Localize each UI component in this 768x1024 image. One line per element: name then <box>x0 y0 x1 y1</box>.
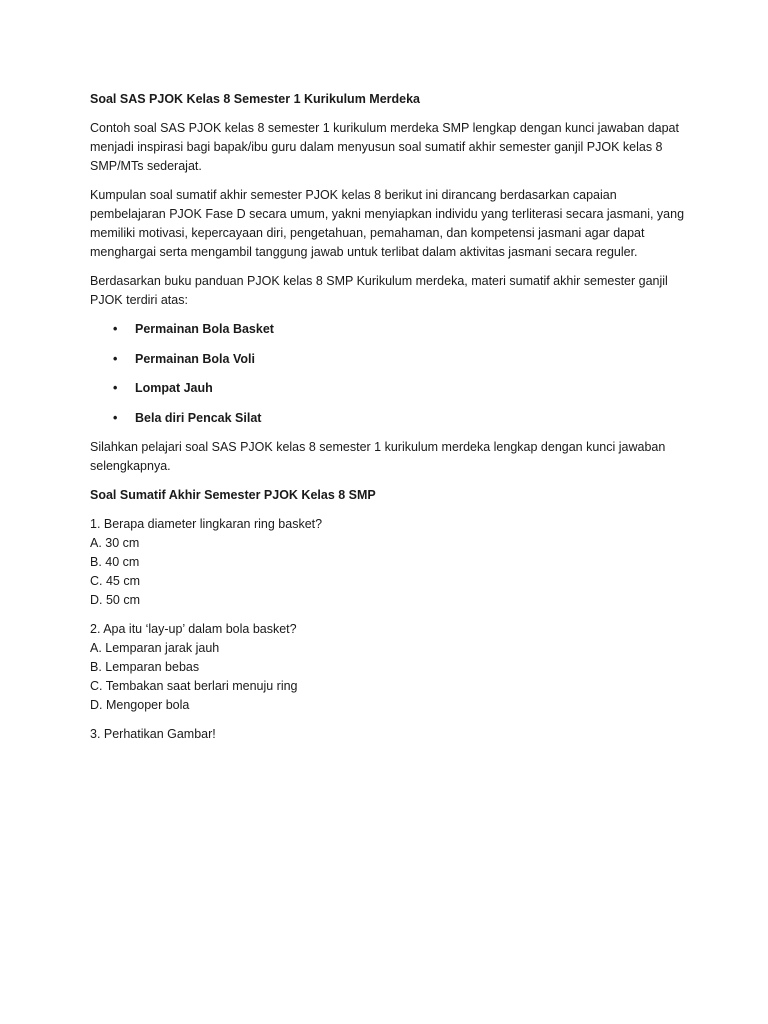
question-text: 2. Apa itu ‘lay-up’ dalam bola basket? <box>90 622 297 636</box>
answer-option: A. 30 cm <box>90 536 140 550</box>
answer-option: B. 40 cm <box>90 555 140 569</box>
question-3 <box>90 725 690 744</box>
document-title: Soal SAS PJOK Kelas 8 Semester 1 Kurikulum Merdeka <box>90 92 420 106</box>
section-heading: Soal Sumatif Akhir Semester PJOK Kelas 8 SMP <box>90 488 376 502</box>
question-text: 1. Berapa diameter lingkaran ring basket? <box>90 517 323 531</box>
answer-option: A. Lemparan jarak jauh <box>90 641 220 655</box>
learning-outcome-paragraph: Kumpulan soal sumatif akhir semester PJOK kelas 8 berikut ini dirancang berdasarkan capaian pembelajaran PJOK Fase D secara umum, yakni menyiapkan individu yang terliterasi secara jasmani, yang memiliki motivasi, kepercayaan diri, pengetahuan, pemahaman, dan kompetensi jasmani agar dapat menghargai serta mengambil tanggung jawab untuk terlibat dalam aktivitas jasmani secara reguler. <box>90 188 685 259</box>
document-page <box>90 90 690 754</box>
intro-paragraph: Contoh soal SAS PJOK kelas 8 semester 1 kurikulum merdeka SMP lengkap dengan kunci jawaban dapat menjadi inspirasi bagi bapak/ibu guru dalam menyusun soal sumatif akhir semester ganjil PJOK kelas 8 SMP/MTs sederajat. <box>90 121 679 173</box>
answer-option: D. Mengoper bola <box>90 698 190 712</box>
answer-option: C. Tembakan saat berlari menuju ring <box>90 679 298 693</box>
answer-option: C. 45 cm <box>90 574 141 588</box>
closing-paragraph: Silahkan pelajari soal SAS PJOK kelas 8 semester 1 kurikulum merdeka lengkap dengan kunci jawaban selengkapnya. <box>90 440 666 473</box>
material-item-long-jump: • Lompat Jauh <box>90 379 690 398</box>
question-text: 3. Perhatikan Gambar! <box>90 727 216 741</box>
material-item-basketball: • Permainan Bola Basket <box>90 320 690 339</box>
materials-intro-paragraph: Berdasarkan buku panduan PJOK kelas 8 SMP Kurikulum merdeka, materi sumatif akhir semester ganjil PJOK terdiri atas: <box>90 274 668 307</box>
question-2 <box>90 620 690 715</box>
material-item-pencak-silat: • Bela diri Pencak Silat <box>90 409 690 428</box>
question-1 <box>90 515 690 610</box>
answer-option: D. 50 cm <box>90 593 141 607</box>
answer-option: B. Lemparan bebas <box>90 660 200 674</box>
material-item-volleyball: • Permainan Bola Voli <box>90 350 690 369</box>
materials-list <box>90 320 690 428</box>
